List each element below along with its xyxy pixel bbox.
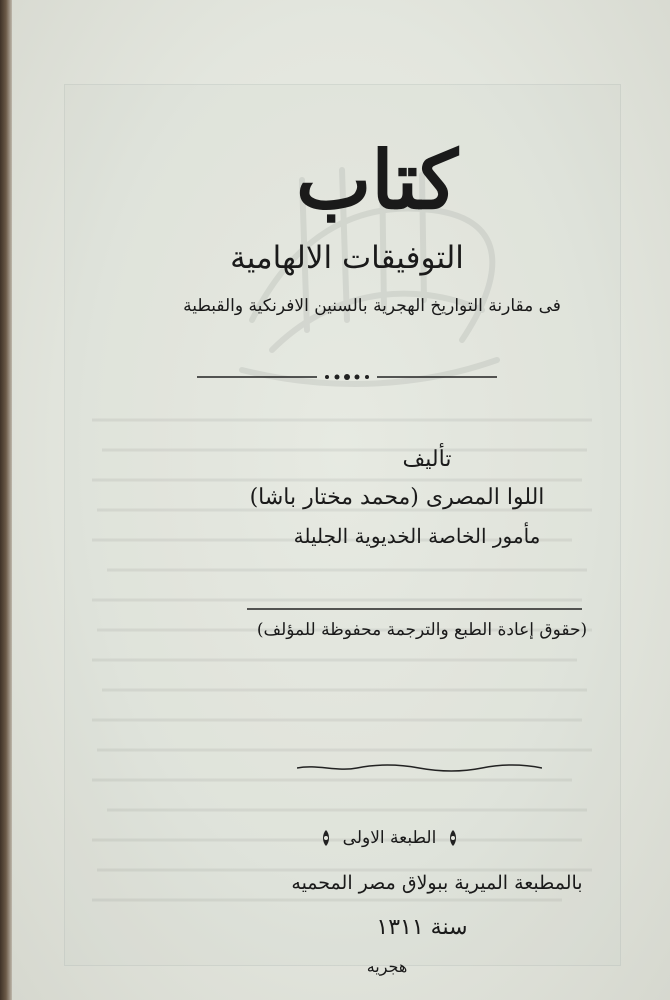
publication-year: سنة ١٣١١ bbox=[376, 915, 468, 940]
rights-notice: (حقوق إعادة الطبع والترجمة محفوظة للمؤلف) bbox=[256, 620, 588, 640]
book-heading: كتاب bbox=[296, 133, 458, 227]
author-name: اللوا المصرى (محمد مختار باشا) bbox=[249, 485, 545, 510]
fleuron-icon bbox=[317, 829, 335, 847]
title-page bbox=[12, 0, 670, 1000]
book-title: التوفيقات الالهامية bbox=[230, 240, 464, 276]
book-subtitle: فى مقارنة التواريخ الهجرية بالسنين الافرنكية والقبطية bbox=[183, 296, 561, 316]
rights-divider bbox=[247, 606, 582, 612]
author-label: تأليف bbox=[402, 447, 452, 472]
edition-label: الطبعة الاولى bbox=[342, 828, 437, 848]
author-role: مأمور الخاصة الخديوية الجليلة bbox=[293, 524, 541, 548]
ornamental-divider bbox=[197, 370, 497, 384]
calendar-era: هجريه bbox=[366, 957, 408, 976]
printer-line: بالمطبعة الميرية ببولاق مصر المحميه bbox=[291, 872, 583, 894]
wavy-divider bbox=[297, 762, 542, 774]
